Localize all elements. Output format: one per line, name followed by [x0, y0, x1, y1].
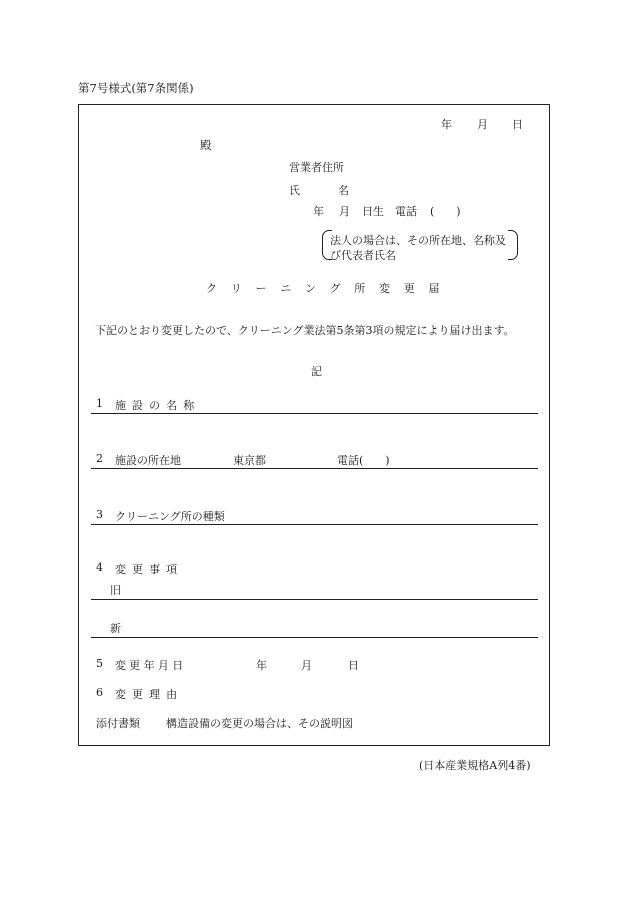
- birth-month-label: 月: [339, 205, 350, 218]
- item3-underline: [91, 524, 538, 525]
- item3-label: クリーニング所の種類: [115, 510, 225, 523]
- item2-label: 施設の所在地: [115, 454, 181, 467]
- date-month-label: 月: [477, 118, 488, 131]
- item6-label: 変更理由: [115, 688, 184, 701]
- item3-number: 3: [96, 508, 103, 521]
- item5-month: 月: [301, 659, 312, 672]
- phone-paren: ( ): [430, 205, 461, 218]
- item6-number: 6: [96, 686, 103, 699]
- item4-label: 変更事項: [115, 563, 184, 576]
- item5-label: 変更年月日: [115, 659, 187, 672]
- form-number: 第7号様式(第7条関係): [78, 81, 194, 95]
- item2-phone: 電話( ): [337, 454, 390, 467]
- attachments-text: 構造設備の変更の場合は、その説明図: [166, 717, 353, 730]
- item4-old-underline: [91, 599, 538, 600]
- item4-new-label: 新: [110, 622, 121, 635]
- item1-label: 施設の名称: [115, 399, 201, 412]
- phone-label: 電話: [395, 205, 417, 218]
- item5-number: 5: [96, 657, 103, 670]
- applicant-name-label-1: 氏: [289, 184, 300, 197]
- ki-label: 記: [311, 365, 322, 378]
- item4-number: 4: [96, 561, 103, 574]
- item4-old-label: 旧: [110, 584, 121, 597]
- document-title: クリーニング所変更届: [206, 282, 454, 295]
- attachments-label: 添付書類: [96, 717, 140, 730]
- paper-standard: (日本産業規格A列4番): [419, 759, 531, 772]
- date-year-label: 年: [441, 118, 452, 131]
- birth-year-label: 年: [313, 205, 324, 218]
- item2-city: 東京都: [233, 454, 266, 467]
- form-frame: [78, 104, 550, 746]
- applicant-address-label: 営業者住所: [289, 161, 344, 174]
- item1-number: 1: [96, 397, 103, 410]
- item1-underline: [91, 413, 538, 414]
- applicant-name-label-2: 名: [338, 184, 349, 197]
- item5-day: 日: [348, 659, 359, 672]
- declaration-text: 下記のとおり変更したので、クリーニング業法第5条第3項の規定により届け出ます。: [95, 324, 515, 337]
- corporate-note-line1: 法人の場合は、その所在地、名称及: [330, 234, 506, 247]
- item5-year: 年: [256, 659, 267, 672]
- birth-day-label: 日生: [362, 205, 384, 218]
- corporate-note-line2: び代表者氏名: [330, 249, 396, 262]
- item2-number: 2: [96, 452, 103, 465]
- date-day-label: 日: [512, 118, 523, 131]
- item4-new-underline: [91, 637, 538, 638]
- item2-underline: [91, 468, 538, 469]
- addressee-honorific: 殿: [200, 138, 212, 152]
